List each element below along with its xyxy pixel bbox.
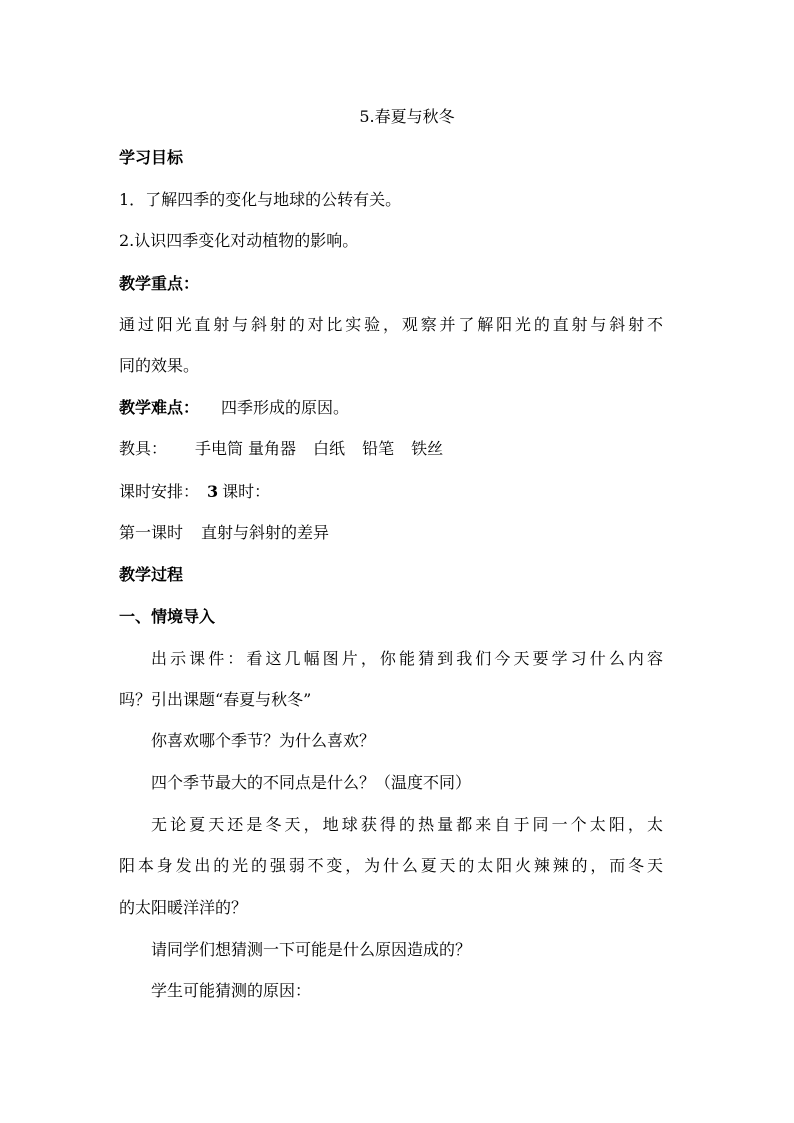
tools-label: 教具： (119, 439, 168, 458)
schedule-count: 3 (207, 482, 219, 501)
paragraph-line: 无论夏天还是冬天，地球获得的热量都来自于同一个太阳，太 (151, 815, 663, 834)
paragraph-line: 的太阳暖洋洋的？ (119, 898, 248, 917)
key-points-heading: 教学重点： (119, 274, 200, 293)
tool-item: 铁丝 (411, 439, 444, 458)
paragraph-line: 学生可能猜测的原因： (151, 981, 312, 1000)
lesson-row (119, 523, 663, 543)
objectives-heading: 学习目标 (119, 148, 184, 167)
paragraph-line: 你喜欢哪个季节？为什么喜欢？ (151, 731, 376, 750)
tool-item: 手电筒 (195, 439, 244, 458)
key-points-text: 通过阳光直射与斜射的对比实验，观察并了解阳光的直射与斜射不 (119, 315, 663, 334)
document-title: 5.春夏与秋冬 (359, 107, 455, 126)
difficulty-label: 教学难点： (119, 398, 200, 417)
paragraph-line: 出示课件：看这几幅图片，你能猜到我们今天要学习什么内容 (151, 649, 663, 668)
process-heading: 教学过程 (119, 565, 184, 584)
paragraph-line: 四个季节最大的不同点是什么？（温度不同） (151, 773, 472, 792)
schedule-unit: 课时： (222, 482, 271, 501)
difficulty-row (119, 398, 663, 418)
paragraph-line: 吗？引出课题“春夏与秋冬” (119, 690, 312, 709)
lesson-label: 第一课时 (119, 523, 184, 542)
difficulty-text: 四季形成的原因。 (221, 398, 350, 417)
tools-row (119, 439, 663, 459)
tool-item: 白纸 (313, 439, 346, 458)
objective-item: 2.认识四季变化对动植物的影响。 (119, 231, 359, 250)
schedule-label: 课时安排： (119, 482, 200, 501)
section-heading: 一、情境导入 (119, 607, 216, 626)
key-points-text: 同的效果。 (119, 356, 200, 375)
tool-item: 量角器 (248, 439, 297, 458)
paragraph-line: 阳本身发出的光的强弱不变，为什么夏天的太阳火辣辣的，而冬天 (119, 856, 663, 875)
schedule-row (119, 482, 663, 502)
objective-item: 1．了解四季的变化与地球的公转有关。 (119, 190, 402, 209)
tool-item: 铅笔 (362, 439, 395, 458)
paragraph-line: 请同学们想猜测一下可能是什么原因造成的？ (151, 940, 472, 959)
lesson-title: 直射与斜射的差异 (201, 523, 330, 542)
